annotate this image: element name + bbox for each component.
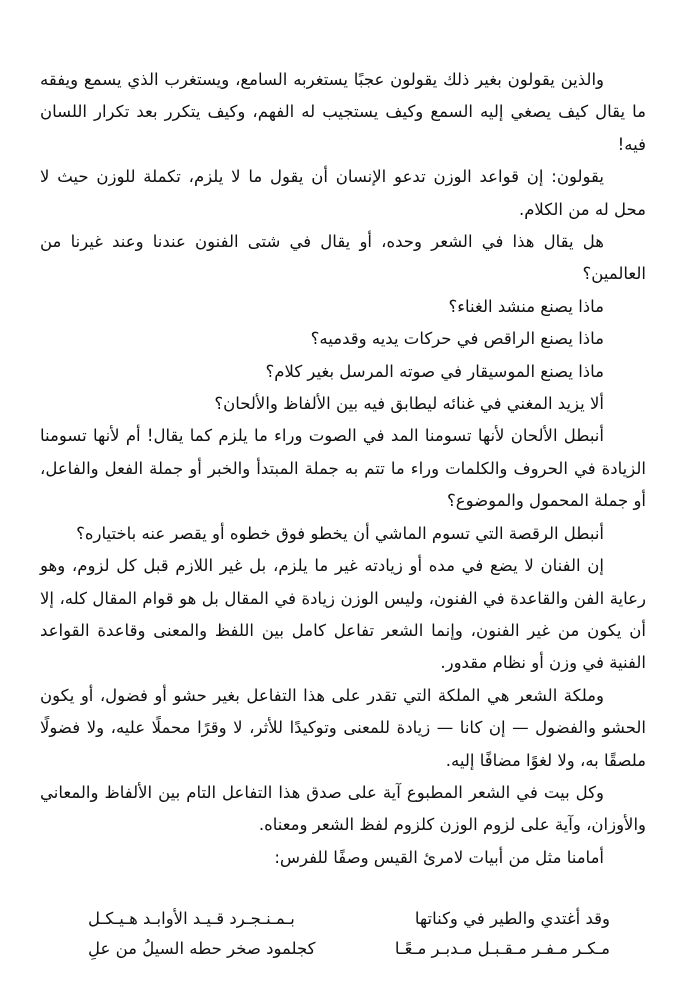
question-line: ماذا يصنع الموسيقار في صوته المرسل بغير كلام؟ — [265, 361, 604, 381]
paragraph: أنبطل الرقصة التي تسوم الماشي أن يخطو فوق خطوه أو يقصر عنه باختياره؟ — [76, 523, 604, 543]
paragraph: يقولون: إن قواعد الوزن تدعو الإنسان أن يقول ما لا يلزم، تكملة للوزن حيث لا محل له من الكلام. — [40, 167, 646, 219]
paragraph: وكل بيت في الشعر المطبوع آية على صدق هذا التفاعل التام بين الألفاظ والمعاني والأوزان، وآية على لزوم الوزن كلزوم لفظ الشعر ومعناه. — [40, 782, 646, 835]
paragraph: هل يقال هذا في الشعر وحده، أو يقال في شتى الفنون عندنا وعند غيرنا من العالمين؟ — [40, 232, 646, 284]
paragraph: والذين يقولون بغير ذلك يقولون عجبًا يستغربه السامع، ويستغرب الذي يسمع ويفقه ما يقال كيف يصغي إليه السمع وكيف يستجيب له الفهم، وكيف يتكرر بعد تكرار اللسان فيه! — [40, 70, 646, 154]
verse-second-hemistich: كجلمود صخر حطه السيلُ من علِ — [88, 939, 316, 959]
verse-first-hemistich: وقد أغتدي والطير في وكناتها — [414, 909, 610, 929]
verse-second-hemistich: بـمـنـجـرد قـيـد الأوابـد هـيـكـل — [88, 909, 295, 929]
poem-verse — [40, 934, 646, 964]
paragraph: وملكة الشعر هي الملكة التي تقدر على هذا التفاعل بغير حشو أو فضول، أو يكون الحشو والفضول — إن كانا — زيادة للمعنى وتوكيدًا للأثر، لا وقرًا محملًا عليه، ولا فضولًا ملصقًا به، ولا لغوًا مضافًا إليه. — [40, 685, 646, 770]
question-line: ألا يزيد المغني في غنائه ليطابق فيه بين الألفاظ والألحان؟ — [214, 394, 604, 414]
poem — [40, 904, 646, 964]
verse-first-hemistich: مـكـر مـفـر مـقـبـل مـدبـر مـعًـا — [394, 939, 610, 959]
question-line: ماذا يصنع الراقص في حركات يديه وقدميه؟ — [310, 329, 604, 349]
paragraph: أنبطل الألحان لأنها تسومنا المد في الصوت وراء ما يلزم كما يقال! أم لأنها تسومنا الزيادة في الحروف والكلمات وراء ما تتم به جملة المبتدأ والخبر أو جملة الفعل والفاعل، أو جملة المحمول والموضوع؟ — [40, 426, 646, 511]
paragraph: إن الفنان لا يضع في مده أو زيادته غير ما يلزم، بل غير اللازم قبل كل لزوم، وهو رعاية الفن والقاعدة في الفنون، وليس الوزن زيادة في المقال بل هو قوام المقال كله، إلا أن يكون من غير الفنون، وإنما الشعر تفاعل كامل بين اللفظ والمعنى وقاعدة القواعد الفنية في وزن أو نظام مقدور. — [40, 556, 646, 673]
poem-verse — [40, 904, 646, 934]
poem-intro: أمامنا مثل من أبيات لامرئ القيس وصفًا للفرس: — [274, 847, 604, 867]
question-line: ماذا يصنع منشد الغناء؟ — [448, 296, 604, 316]
